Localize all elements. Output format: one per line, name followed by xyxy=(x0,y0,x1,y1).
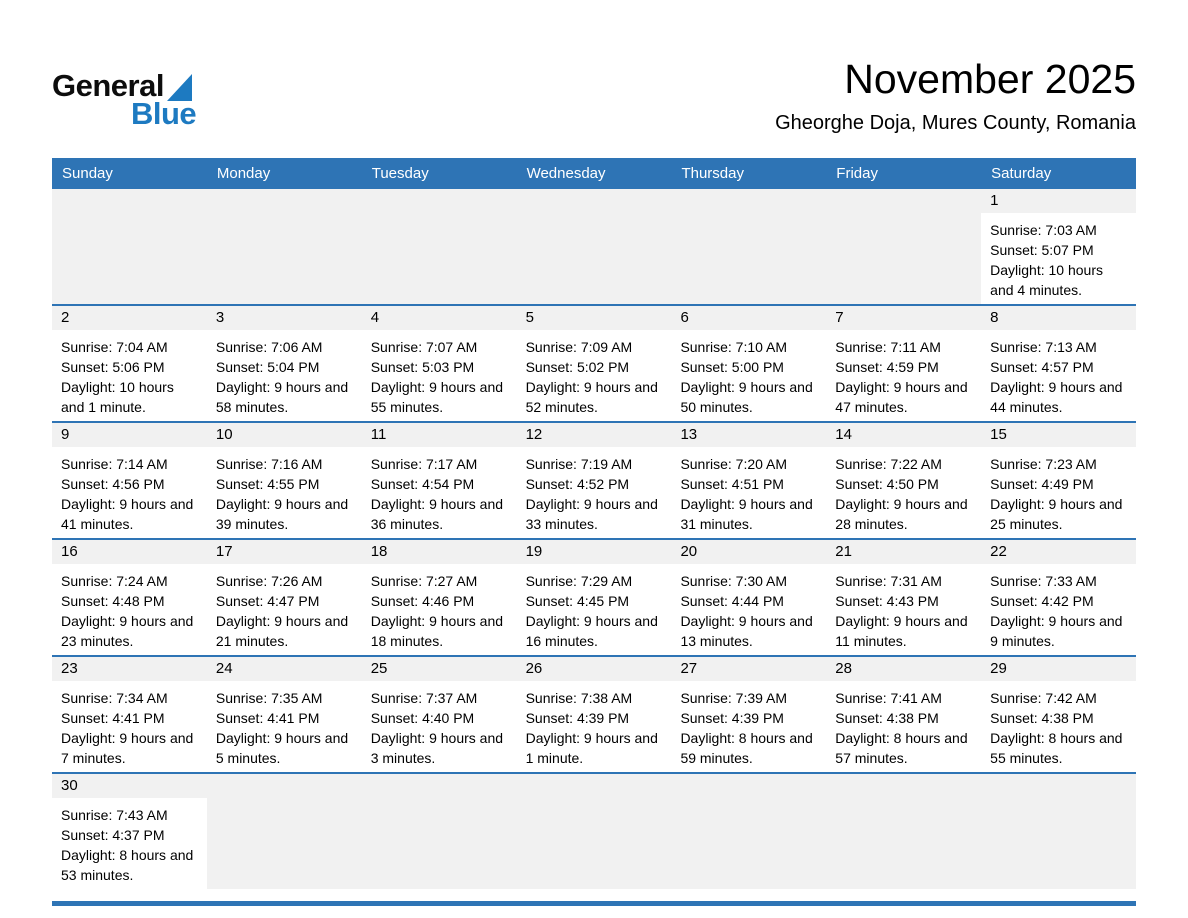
daylight-text: Daylight: 8 hours and 55 minutes. xyxy=(990,730,1123,766)
day-number: 14 xyxy=(835,426,852,443)
day-number-band xyxy=(517,306,672,330)
day-number-band xyxy=(207,657,362,681)
day-number: 1 xyxy=(990,192,999,209)
daylight-text: Daylight: 9 hours and 58 minutes. xyxy=(215,379,349,415)
daylight-text: Daylight: 9 hours and 16 minutes. xyxy=(525,613,658,649)
day-number-band xyxy=(52,774,207,798)
day-cell-12 xyxy=(517,423,672,538)
daylight-text: Daylight: 9 hours and 11 minutes. xyxy=(835,613,968,649)
daylight-text: Daylight: 9 hours and 21 minutes. xyxy=(215,613,349,649)
sunset-text: Sunset: 4:41 PM xyxy=(215,710,320,726)
sunset-text: Sunset: 4:37 PM xyxy=(61,827,165,843)
day-details xyxy=(207,681,362,772)
day-cell-24 xyxy=(207,657,362,772)
empty-cell xyxy=(826,774,981,889)
sunset-text: Sunset: 4:54 PM xyxy=(370,476,475,492)
sunset-text: Sunset: 5:00 PM xyxy=(680,359,784,375)
sunset-text: Sunset: 4:41 PM xyxy=(61,710,165,726)
empty-cell xyxy=(207,189,362,304)
day-number: 28 xyxy=(835,660,852,677)
daylight-text: Daylight: 9 hours and 1 minute. xyxy=(525,730,658,766)
day-number-band xyxy=(362,540,517,564)
day-details xyxy=(981,564,1136,655)
daylight-text: Daylight: 8 hours and 53 minutes. xyxy=(61,847,194,883)
week-row-4 xyxy=(52,538,1136,655)
sunrise-text: Sunrise: 7:13 AM xyxy=(990,339,1097,355)
sunset-text: Sunset: 4:47 PM xyxy=(215,593,320,609)
day-details xyxy=(981,330,1136,421)
title-block xyxy=(775,56,1136,135)
empty-cell xyxy=(362,189,517,304)
empty-cell xyxy=(826,189,981,304)
day-number-band xyxy=(517,657,672,681)
day-cell-17 xyxy=(207,540,362,655)
weekday-sunday: Sunday xyxy=(62,165,113,182)
sunset-text: Sunset: 4:56 PM xyxy=(61,476,165,492)
sunset-text: Sunset: 4:48 PM xyxy=(61,593,165,609)
sunrise-text: Sunrise: 7:43 AM xyxy=(61,807,168,823)
day-cell-8 xyxy=(981,306,1136,421)
day-details xyxy=(207,330,362,421)
day-number: 16 xyxy=(61,543,78,560)
day-number: 2 xyxy=(61,309,70,326)
calendar-weeks xyxy=(52,189,1136,889)
daylight-text: Daylight: 9 hours and 52 minutes. xyxy=(525,379,658,415)
empty-cell xyxy=(671,774,826,889)
daylight-text: Daylight: 9 hours and 55 minutes. xyxy=(370,379,504,415)
sunrise-text: Sunrise: 7:39 AM xyxy=(680,690,788,706)
weekday-monday: Monday xyxy=(216,165,271,182)
day-number-band xyxy=(981,657,1136,681)
month-title: November 2025 xyxy=(844,56,1136,102)
day-number-band xyxy=(517,423,672,447)
day-details xyxy=(826,330,981,421)
day-details xyxy=(671,681,826,772)
day-cell-10 xyxy=(207,423,362,538)
day-number: 12 xyxy=(525,426,543,443)
week-row-5 xyxy=(52,655,1136,772)
day-number: 23 xyxy=(61,660,78,677)
day-cell-11 xyxy=(362,423,517,538)
daylight-text: Daylight: 9 hours and 9 minutes. xyxy=(990,613,1123,649)
day-cell-16 xyxy=(52,540,207,655)
day-number: 27 xyxy=(680,660,698,677)
day-number: 6 xyxy=(680,309,689,326)
day-number-band xyxy=(981,540,1136,564)
daylight-text: Daylight: 9 hours and 41 minutes. xyxy=(61,496,194,532)
day-number: 9 xyxy=(61,426,70,443)
day-cell-22 xyxy=(981,540,1136,655)
page-header xyxy=(52,56,1136,144)
day-number-band xyxy=(207,306,362,330)
week-row-6 xyxy=(52,772,1136,889)
day-cell-2 xyxy=(52,306,207,421)
sunrise-text: Sunrise: 7:09 AM xyxy=(525,339,633,355)
daylight-text: Daylight: 9 hours and 44 minutes. xyxy=(990,379,1123,415)
day-number: 18 xyxy=(370,543,388,560)
sunset-text: Sunset: 4:39 PM xyxy=(680,710,784,726)
sunset-text: Sunset: 5:04 PM xyxy=(215,359,320,375)
daylight-text: Daylight: 9 hours and 50 minutes. xyxy=(680,379,813,415)
empty-cell xyxy=(207,774,362,889)
sunset-text: Sunset: 4:57 PM xyxy=(990,359,1094,375)
day-details xyxy=(826,681,981,772)
sunset-text: Sunset: 4:50 PM xyxy=(835,476,939,492)
week-row-3 xyxy=(52,421,1136,538)
day-number-band xyxy=(981,423,1136,447)
sunset-text: Sunset: 4:52 PM xyxy=(525,476,630,492)
day-cell-13 xyxy=(671,423,826,538)
logo-text-blue: Blue xyxy=(131,96,197,131)
day-details xyxy=(52,564,207,655)
empty-cell xyxy=(981,774,1136,889)
sunrise-text: Sunrise: 7:04 AM xyxy=(61,339,168,355)
daylight-text: Daylight: 10 hours and 4 minutes. xyxy=(990,262,1103,298)
day-number-band xyxy=(52,657,207,681)
day-number-band xyxy=(517,540,672,564)
daylight-text: Daylight: 9 hours and 23 minutes. xyxy=(61,613,194,649)
daylight-text: Daylight: 8 hours and 57 minutes. xyxy=(835,730,968,766)
sunset-text: Sunset: 4:39 PM xyxy=(525,710,630,726)
day-number: 19 xyxy=(525,543,543,560)
day-details xyxy=(981,681,1136,772)
day-cell-9 xyxy=(52,423,207,538)
day-details xyxy=(362,447,517,538)
day-number: 17 xyxy=(215,543,233,560)
day-details xyxy=(517,681,672,772)
day-cell-21 xyxy=(826,540,981,655)
day-number: 22 xyxy=(990,543,1007,560)
day-details xyxy=(52,330,207,421)
sunset-text: Sunset: 5:03 PM xyxy=(370,359,475,375)
day-number-band xyxy=(207,423,362,447)
day-number: 8 xyxy=(990,309,999,326)
weekday-tuesday: Tuesday xyxy=(371,165,429,182)
weekday-header-row xyxy=(52,158,1136,189)
general-blue-logo xyxy=(52,56,196,129)
day-number-band xyxy=(981,189,1136,213)
sunrise-text: Sunrise: 7:35 AM xyxy=(215,690,323,706)
day-number: 15 xyxy=(990,426,1007,443)
sunrise-text: Sunrise: 7:34 AM xyxy=(61,690,168,706)
day-number: 29 xyxy=(990,660,1007,677)
day-details xyxy=(981,447,1136,538)
day-cell-19 xyxy=(517,540,672,655)
sunrise-text: Sunrise: 7:07 AM xyxy=(370,339,478,355)
daylight-text: Daylight: 9 hours and 18 minutes. xyxy=(370,613,504,649)
day-details xyxy=(207,564,362,655)
day-cell-3 xyxy=(207,306,362,421)
day-cell-28 xyxy=(826,657,981,772)
daylight-text: Daylight: 9 hours and 33 minutes. xyxy=(525,496,658,532)
empty-cell xyxy=(362,774,517,889)
day-number: 4 xyxy=(370,309,380,326)
sunrise-text: Sunrise: 7:42 AM xyxy=(990,690,1097,706)
day-cell-15 xyxy=(981,423,1136,538)
day-number-band xyxy=(671,540,826,564)
day-number-band xyxy=(52,540,207,564)
empty-cell xyxy=(517,189,672,304)
sunset-text: Sunset: 4:55 PM xyxy=(215,476,320,492)
sunrise-text: Sunrise: 7:16 AM xyxy=(215,456,323,472)
day-details xyxy=(671,330,826,421)
daylight-text: Daylight: 8 hours and 59 minutes. xyxy=(680,730,813,766)
sunrise-text: Sunrise: 7:17 AM xyxy=(370,456,478,472)
day-number-band xyxy=(52,306,207,330)
day-details xyxy=(981,213,1136,304)
daylight-text: Daylight: 9 hours and 5 minutes. xyxy=(215,730,349,766)
day-number: 25 xyxy=(370,660,388,677)
day-number: 5 xyxy=(525,309,534,326)
day-number-band xyxy=(671,657,826,681)
daylight-text: Daylight: 9 hours and 39 minutes. xyxy=(215,496,349,532)
day-details xyxy=(826,564,981,655)
week-row-1 xyxy=(52,189,1136,304)
sunset-text: Sunset: 4:43 PM xyxy=(835,593,939,609)
sunrise-text: Sunrise: 7:33 AM xyxy=(990,573,1097,589)
sunset-text: Sunset: 4:45 PM xyxy=(525,593,630,609)
sunrise-text: Sunrise: 7:22 AM xyxy=(835,456,942,472)
day-number-band xyxy=(826,540,981,564)
day-cell-30 xyxy=(52,774,207,889)
day-number-band xyxy=(362,306,517,330)
calendar xyxy=(52,158,1136,906)
day-cell-6 xyxy=(671,306,826,421)
day-number-band xyxy=(671,306,826,330)
sunrise-text: Sunrise: 7:38 AM xyxy=(525,690,633,706)
weekday-wednesday: Wednesday xyxy=(526,165,606,182)
daylight-text: Daylight: 9 hours and 28 minutes. xyxy=(835,496,968,532)
day-details xyxy=(52,798,207,889)
day-cell-5 xyxy=(517,306,672,421)
day-cell-23 xyxy=(52,657,207,772)
day-number-band xyxy=(981,306,1136,330)
day-cell-26 xyxy=(517,657,672,772)
sunrise-text: Sunrise: 7:03 AM xyxy=(990,222,1097,238)
day-cell-7 xyxy=(826,306,981,421)
day-cell-4 xyxy=(362,306,517,421)
day-number: 3 xyxy=(215,309,225,326)
sunrise-text: Sunrise: 7:06 AM xyxy=(215,339,323,355)
day-cell-29 xyxy=(981,657,1136,772)
sunset-text: Sunset: 5:02 PM xyxy=(525,359,630,375)
sunrise-text: Sunrise: 7:20 AM xyxy=(680,456,788,472)
sunrise-text: Sunrise: 7:41 AM xyxy=(835,690,942,706)
day-details xyxy=(362,681,517,772)
daylight-text: Daylight: 9 hours and 25 minutes. xyxy=(990,496,1123,532)
daylight-text: Daylight: 9 hours and 7 minutes. xyxy=(61,730,194,766)
empty-cell xyxy=(671,189,826,304)
daylight-text: Daylight: 10 hours and 1 minute. xyxy=(61,379,174,415)
day-number-band xyxy=(207,540,362,564)
sunrise-text: Sunrise: 7:29 AM xyxy=(525,573,633,589)
sunrise-text: Sunrise: 7:14 AM xyxy=(61,456,168,472)
day-details xyxy=(671,447,826,538)
day-number: 13 xyxy=(680,426,698,443)
weekday-friday: Friday xyxy=(836,165,878,182)
day-details xyxy=(517,330,672,421)
sunset-text: Sunset: 4:38 PM xyxy=(835,710,939,726)
day-number: 26 xyxy=(525,660,543,677)
empty-cell xyxy=(52,189,207,304)
sunrise-text: Sunrise: 7:10 AM xyxy=(680,339,788,355)
day-cell-20 xyxy=(671,540,826,655)
day-details xyxy=(52,447,207,538)
daylight-text: Daylight: 9 hours and 3 minutes. xyxy=(370,730,504,766)
sunrise-text: Sunrise: 7:11 AM xyxy=(835,339,941,355)
day-details xyxy=(362,330,517,421)
sunset-text: Sunset: 4:49 PM xyxy=(990,476,1094,492)
sunrise-text: Sunrise: 7:19 AM xyxy=(525,456,633,472)
day-cell-14 xyxy=(826,423,981,538)
sunrise-text: Sunrise: 7:30 AM xyxy=(680,573,788,589)
day-number: 10 xyxy=(215,426,233,443)
sunset-text: Sunset: 4:59 PM xyxy=(835,359,939,375)
day-cell-25 xyxy=(362,657,517,772)
day-cell-18 xyxy=(362,540,517,655)
day-details xyxy=(52,681,207,772)
day-number-band xyxy=(826,306,981,330)
sunset-text: Sunset: 4:42 PM xyxy=(990,593,1094,609)
day-details xyxy=(671,564,826,655)
day-cell-27 xyxy=(671,657,826,772)
sunrise-text: Sunrise: 7:24 AM xyxy=(61,573,168,589)
location-subtitle: Gheorghe Doja, Mures County, Romania xyxy=(775,112,1136,135)
daylight-text: Daylight: 9 hours and 36 minutes. xyxy=(370,496,504,532)
sunrise-text: Sunrise: 7:31 AM xyxy=(835,573,942,589)
day-details xyxy=(362,564,517,655)
weekday-thursday: Thursday xyxy=(681,165,744,182)
sunset-text: Sunset: 4:51 PM xyxy=(680,476,784,492)
day-number-band xyxy=(362,423,517,447)
day-number-band xyxy=(362,657,517,681)
day-number: 11 xyxy=(370,426,387,443)
sunset-text: Sunset: 4:38 PM xyxy=(990,710,1094,726)
sunset-text: Sunset: 4:44 PM xyxy=(680,593,784,609)
sunrise-text: Sunrise: 7:27 AM xyxy=(370,573,478,589)
daylight-text: Daylight: 9 hours and 13 minutes. xyxy=(680,613,813,649)
day-details xyxy=(207,447,362,538)
day-number-band xyxy=(826,423,981,447)
day-details xyxy=(517,447,672,538)
day-number: 7 xyxy=(835,309,844,326)
day-number: 30 xyxy=(61,777,78,794)
day-number: 21 xyxy=(835,543,852,560)
week-row-2 xyxy=(52,304,1136,421)
sunrise-text: Sunrise: 7:23 AM xyxy=(990,456,1097,472)
day-number-band xyxy=(826,657,981,681)
day-number: 20 xyxy=(680,543,698,560)
weekday-saturday: Saturday xyxy=(991,165,1052,182)
day-number-band xyxy=(671,423,826,447)
sunset-text: Sunset: 4:40 PM xyxy=(370,710,475,726)
sunrise-text: Sunrise: 7:26 AM xyxy=(215,573,323,589)
day-number-band xyxy=(52,423,207,447)
sunrise-text: Sunrise: 7:37 AM xyxy=(370,690,478,706)
empty-cell xyxy=(517,774,672,889)
day-details xyxy=(826,447,981,538)
daylight-text: Daylight: 9 hours and 31 minutes. xyxy=(680,496,813,532)
sunset-text: Sunset: 4:46 PM xyxy=(370,593,475,609)
logo-text-general: General xyxy=(52,68,164,103)
sunset-text: Sunset: 5:07 PM xyxy=(990,242,1094,258)
daylight-text: Daylight: 9 hours and 47 minutes. xyxy=(835,379,968,415)
day-details xyxy=(517,564,672,655)
day-cell-1 xyxy=(981,189,1136,304)
sunset-text: Sunset: 5:06 PM xyxy=(61,359,165,375)
day-number: 24 xyxy=(215,660,233,677)
